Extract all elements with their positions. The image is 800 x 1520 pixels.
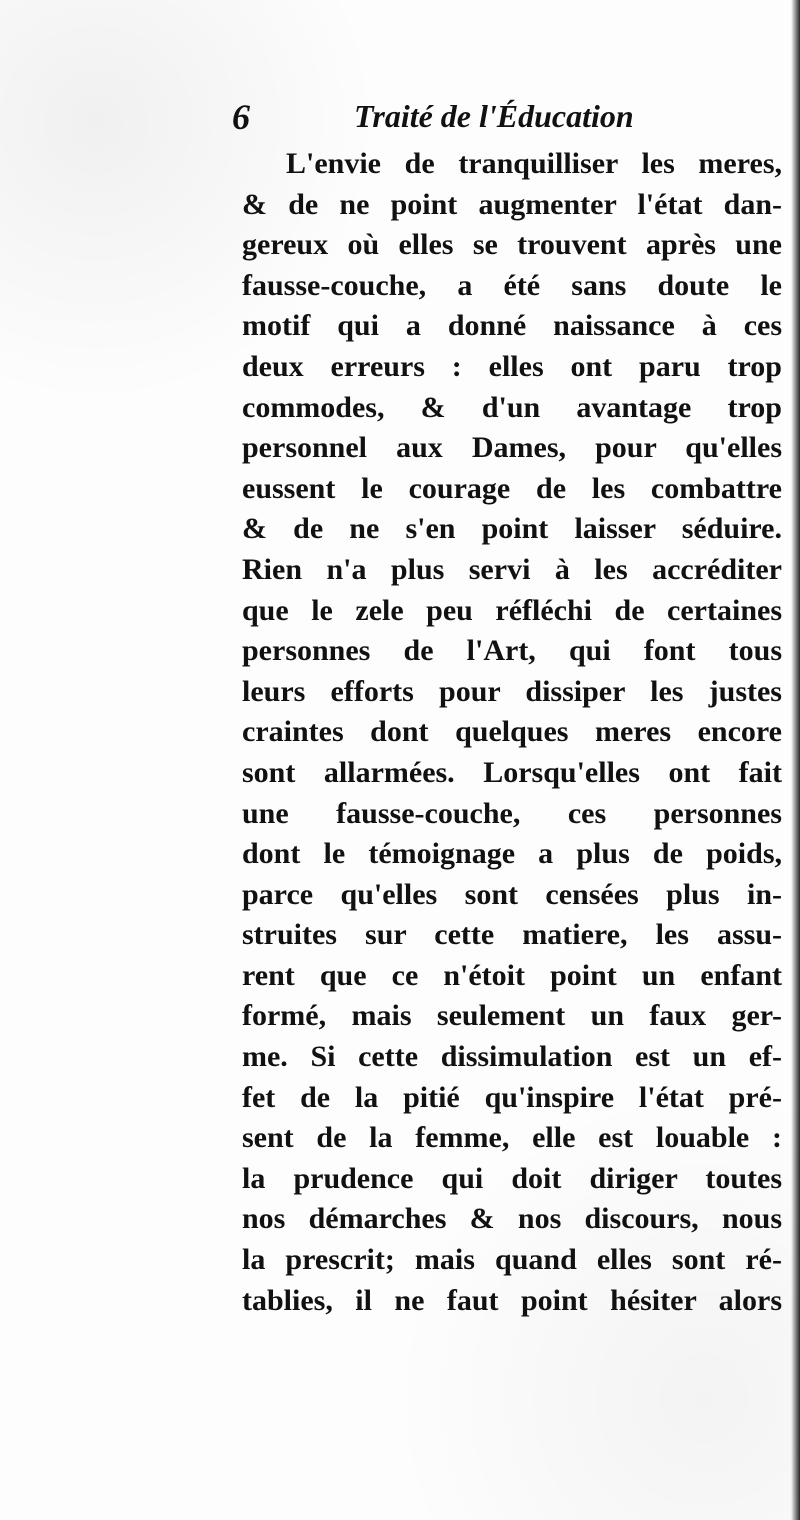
text-line: fausse-couche, a été sans doute le xyxy=(242,268,782,302)
text-line: sont allarmées. Lorsqu'elles ont fait xyxy=(242,755,782,789)
text-line: formé, mais seulement un faux ger- xyxy=(242,999,782,1033)
text-line: eussent le courage de les combattre xyxy=(242,471,782,505)
text-line: deux erreurs : elles ont paru trop xyxy=(242,349,782,383)
text-line: personnes de l'Art, qui font tous xyxy=(242,634,782,668)
text-line: parce qu'elles sont censées plus in- xyxy=(242,877,782,911)
text-line: commodes, & d'un avantage trop xyxy=(242,390,782,424)
text-line: & de ne point augmenter l'état dan- xyxy=(242,187,782,221)
text-line: motif qui a donné naissance à ces xyxy=(242,309,782,343)
text-line: personnel aux Dames, pour qu'elles xyxy=(242,431,782,465)
text-line: nos démarches & nos discours, nous xyxy=(242,1202,782,1236)
text-line: L'envie de tranquilliser les meres, xyxy=(286,147,782,180)
text-line: tablies, il ne faut point hésiter alors xyxy=(242,1283,782,1317)
text-line: dont le témoignage a plus de poids, xyxy=(242,837,782,871)
page-edge-shadow xyxy=(791,0,800,1520)
text-line: fet de la pitié qu'inspire l'état pré- xyxy=(242,1080,782,1114)
body-text xyxy=(242,144,782,1321)
page-header xyxy=(232,96,682,146)
running-title: Traité de l'Éducation xyxy=(354,98,634,134)
text-line: que le zele peu réfléchi de certaines xyxy=(242,593,782,627)
text-line: & de ne s'en point laisser séduire. xyxy=(242,512,782,546)
text-line: rent que ce n'étoit point un enfant xyxy=(242,958,782,992)
text-line: une fausse-couche, ces personnes xyxy=(242,796,782,830)
text-line: craintes dont quelques meres encore xyxy=(242,715,782,749)
text-line: sent de la femme, elle est louable : xyxy=(242,1121,782,1155)
text-line: me. Si cette dissimulation est un ef- xyxy=(242,1040,782,1074)
text-line: gereux où elles se trouvent après une xyxy=(242,228,782,262)
text-line: leurs efforts pour dissiper les justes xyxy=(242,674,782,708)
text-line: struites sur cette matiere, les assu- xyxy=(242,918,782,952)
text-line: Rien n'a plus servi à les accréditer xyxy=(242,552,782,586)
text-line: la prudence qui doit diriger toutes xyxy=(242,1161,782,1195)
text-line: la prescrit; mais quand elles sont ré- xyxy=(242,1243,782,1277)
page-number: 6 xyxy=(232,97,250,137)
